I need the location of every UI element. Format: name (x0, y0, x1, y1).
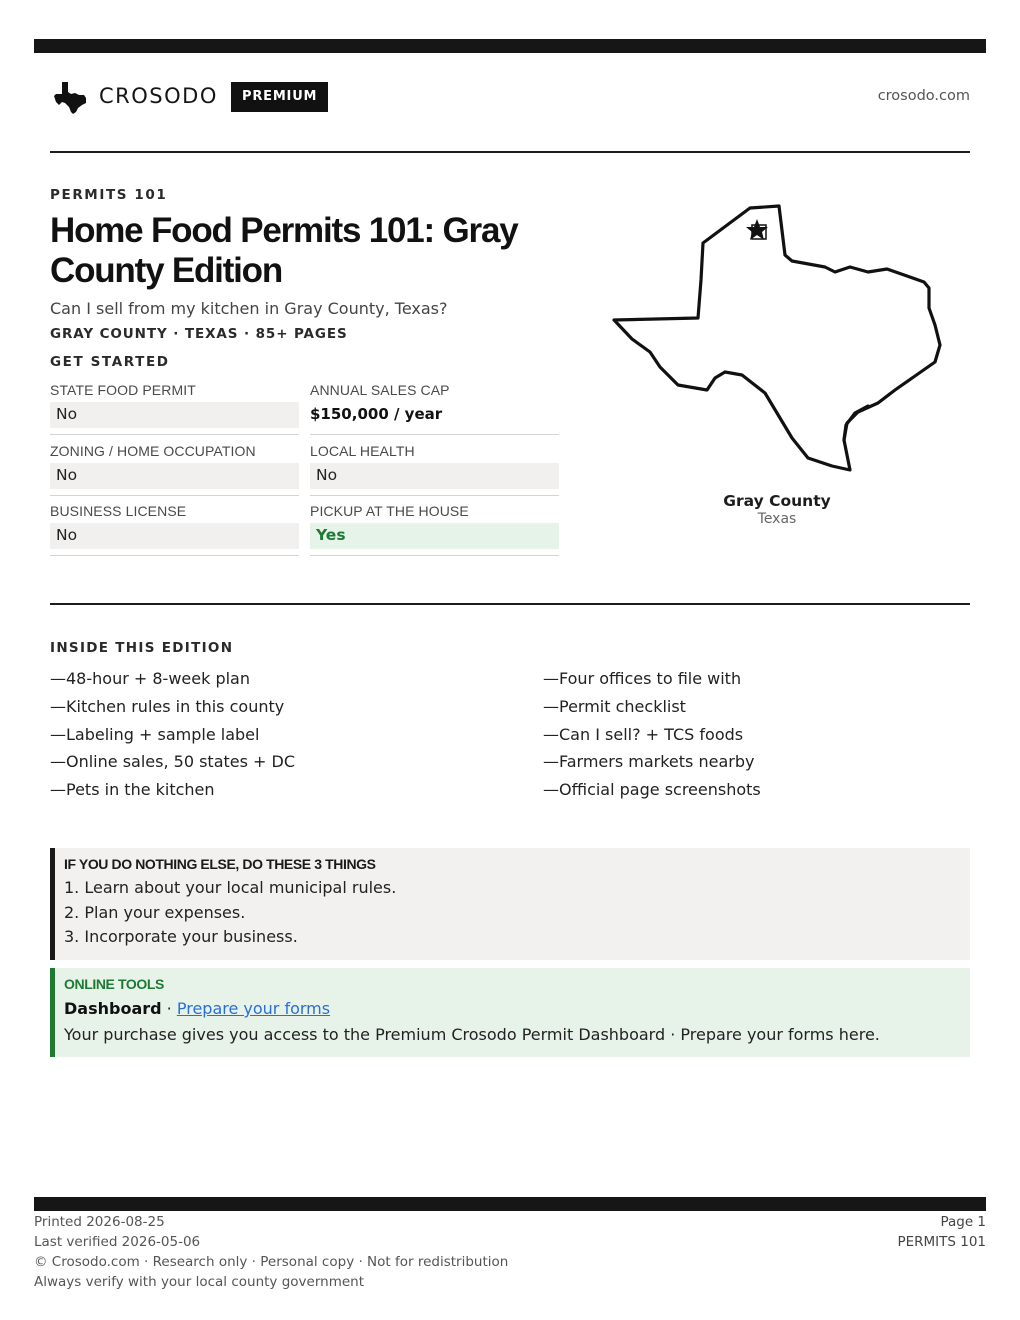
fact-zoning (50, 443, 299, 496)
printed-date: Printed 2026-08-25 (34, 1214, 165, 1230)
bottom-bar (34, 1197, 986, 1211)
tools-description: Your purchase gives you access to the Premium Crosodo Permit Dashboard · Prepare your forms here. (64, 1025, 880, 1044)
list-item: —Official page screenshots (543, 780, 761, 800)
copyright: © Crosodo.com · Research only · Personal copy · Not for redistribution (34, 1254, 509, 1270)
list-item: —Farmers markets nearby (543, 752, 755, 772)
site-link[interactable]: crosodo.com (877, 88, 970, 104)
map-caption (677, 492, 877, 527)
page-title: Home Food Permits 101: Gray County Edition (50, 211, 518, 290)
fact-value: No (50, 523, 299, 549)
fact-label: STATE FOOD PERMIT (50, 382, 196, 398)
step-item: 1. Learn about your local municipal rules. (64, 878, 397, 897)
page-subtitle: Can I sell from my kitchen in Gray County, Texas? (50, 299, 448, 318)
texas-map-icon (610, 200, 946, 474)
map-state-label: Texas (757, 511, 797, 527)
premium-badge: PREMIUM (231, 82, 328, 112)
toc-right (543, 665, 983, 804)
online-tools-callout (50, 968, 970, 1057)
inside-heading: INSIDE THIS EDITION (50, 640, 234, 656)
page-number: Page 1 (940, 1214, 986, 1230)
dashboard-label: Dashboard (64, 999, 162, 1018)
fact-business-license (50, 503, 299, 556)
divider (50, 151, 970, 153)
fact-state-food-permit (50, 382, 299, 435)
footer-left (34, 1212, 508, 1292)
list-item: —Pets in the kitchen (50, 780, 215, 800)
fact-label: ZONING / HOME OCCUPATION (50, 443, 256, 459)
list-item: —Permit checklist (543, 696, 686, 716)
dashboard-line (64, 996, 970, 1022)
fact-label: BUSINESS LICENSE (50, 503, 187, 519)
fact-label: LOCAL HEALTH (310, 443, 415, 459)
divider (50, 603, 970, 605)
fact-label: PICKUP AT THE HOUSE (310, 503, 469, 519)
fact-annual-sales-cap (310, 382, 559, 435)
step-item: 3. Incorporate your business. (64, 927, 298, 946)
top-bar (34, 39, 986, 53)
edition-meta: GRAY COUNTY · TEXAS · 85+ PAGES (50, 326, 348, 342)
map-county-label: Gray County (723, 492, 831, 510)
section-kicker: PERMITS 101 (50, 187, 168, 203)
get-started-heading: GET STARTED (50, 354, 170, 370)
footer-right (897, 1212, 986, 1252)
callout-heading: IF YOU DO NOTHING ELSE, DO THESE 3 THINGS (64, 856, 376, 872)
prepare-forms-link[interactable]: Prepare your forms (176, 999, 331, 1018)
list-item: —Can I sell? + TCS foods (543, 724, 744, 744)
fact-value: No (50, 463, 299, 489)
fact-value: $150,000 / year (310, 405, 443, 423)
step-item: 2. Plan your expenses. (64, 902, 246, 922)
three-things-callout (50, 848, 970, 960)
brand-name: CROSODO (99, 84, 218, 108)
texas-map (610, 200, 946, 474)
verified-date: Last verified 2026-05-06 (34, 1234, 201, 1250)
fact-label: ANNUAL SALES CAP (310, 382, 450, 398)
fact-value: No (310, 463, 559, 489)
list-item: —Kitchen rules in this county (50, 696, 285, 716)
list-item: —Four offices to file with (543, 669, 742, 688)
list-item: —Online sales, 50 states + DC (50, 752, 296, 772)
fact-pickup-at-house (310, 503, 559, 556)
callout-heading: ONLINE TOOLS (64, 976, 164, 992)
fact-value: No (50, 402, 299, 428)
star-icon (746, 219, 768, 240)
fact-value: Yes (310, 523, 559, 549)
list-item: —48-hour + 8-week plan (50, 669, 250, 688)
fact-local-health (310, 443, 559, 496)
footer-section: PERMITS 101 (897, 1234, 986, 1250)
verify-notice: Always verify with your local county government (34, 1274, 364, 1290)
header (50, 78, 970, 118)
list-item: —Labeling + sample label (50, 724, 260, 744)
texas-outline-icon (53, 81, 87, 114)
separator: · (161, 999, 177, 1018)
toc-left (50, 665, 490, 804)
